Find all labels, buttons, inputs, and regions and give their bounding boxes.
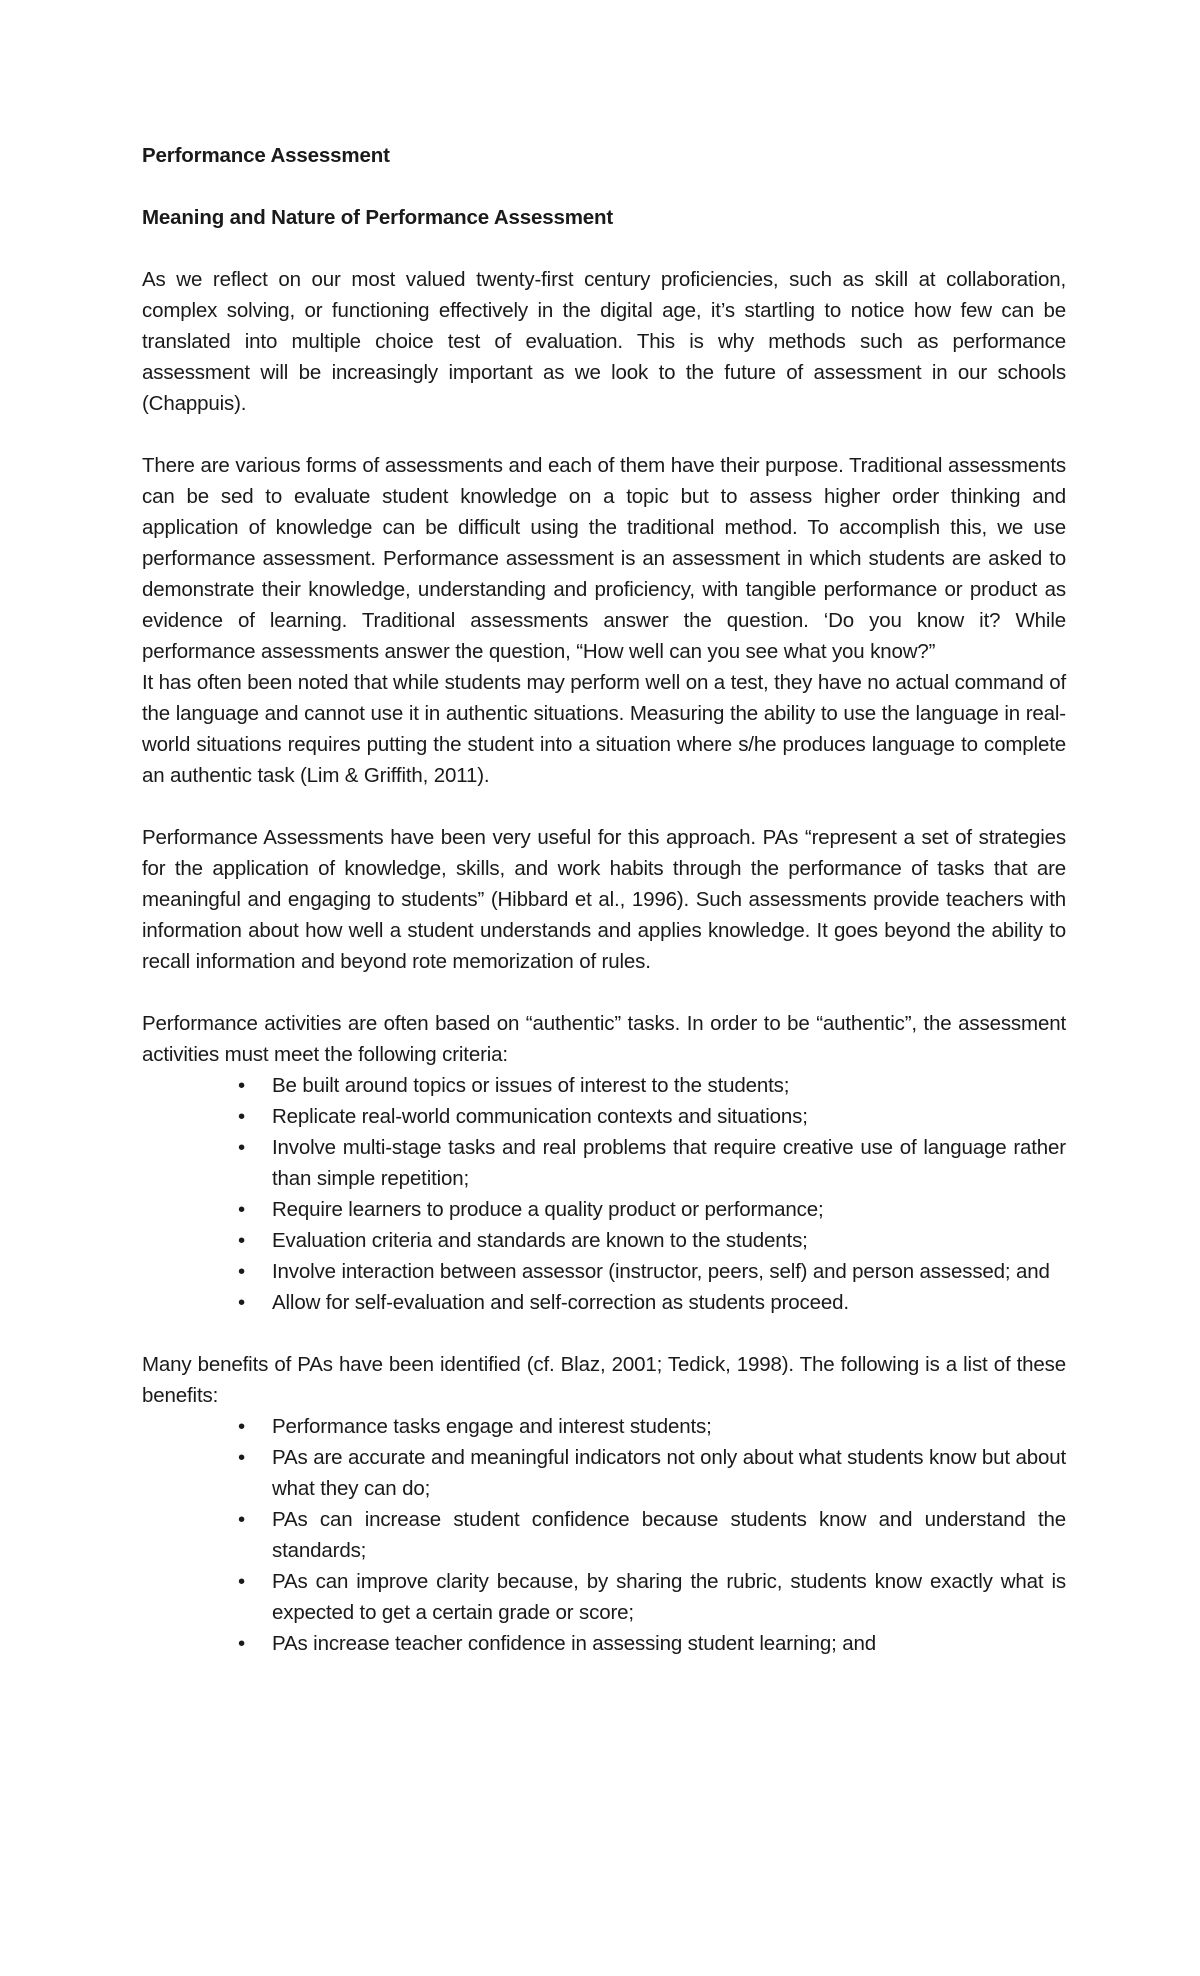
list-item: • PAs increase teacher confidence in assessing student learning; and [272,1628,1066,1659]
list-item: • PAs are accurate and meaningful indicators not only about what students know but about what they can do; [272,1442,1066,1504]
criteria-list [142,1070,1066,1318]
list-item: • Evaluation criteria and standards are known to the students; [272,1225,1066,1256]
list-item: • PAs can increase student confidence because students know and understand the standards; [272,1504,1066,1566]
list-item: • Be built around topics or issues of interest to the students; [272,1070,1066,1101]
paragraph-forms-of-assessment: There are various forms of assessments and each of them have their purpose. Traditional assessments can be sed to evaluate student knowledge on a topic but to assess higher order thinking and application of knowledge can be difficult using the traditional method. To accomplish this, we use performance assessment. Performance assessment is an assessment in which students are asked to demonstrate their knowledge, understanding and proficiency, with tangible performance or product as evidence of learning. Traditional assessments answer the question. ‘Do you know it? While performance assessments answer the question, “How well can you see what you know?” [142,454,1066,663]
document-title: Performance Assessment [142,144,390,167]
paragraph-language-command: It has often been noted that while students may perform well on a test, they have no actual command of the language and cannot use it in authentic situations. Measuring the ability to use the language in real-world situations requires putting the student into a situation where s/he produces language to complete an authentic task (Lim & Griffith, 2011). [142,671,1066,787]
paragraph-performance-assessments: Performance Assessments have been very useful for this approach. PAs “represent a set of strategies for the application of knowledge, skills, and work habits through the performance of tasks that are meaningful and engaging to students” (Hibbard et al., 1996). Such assessments provide teachers with information about how well a student understands and applies knowledge. It goes beyond the ability to recall information and beyond rote memorization of rules. [142,826,1066,973]
document-body [142,140,1066,1690]
paragraph-intro: As we reflect on our most valued twenty-first century proficiencies, such as skill at collaboration, complex solving, or functioning effectively in the digital age, it’s startling to notice how few can be translated into multiple choice test of evaluation. This is why methods such as performance assessment will be increasingly important as we look to the future of assessment in our schools (Chappuis). [142,268,1066,415]
benefits-list [142,1411,1066,1659]
list-item: • PAs can improve clarity because, by sharing the rubric, students know exactly what is expected to get a certain grade or score; [272,1566,1066,1628]
paragraph-authentic-tasks: Performance activities are often based on “authentic” tasks. In order to be “authentic”, the assessment activities must meet the following criteria: [142,1012,1066,1066]
list-item: • Allow for self-evaluation and self-correction as students proceed. [272,1287,1066,1318]
list-item: • Require learners to produce a quality product or performance; [272,1194,1066,1225]
paragraph-benefits-intro: Many benefits of PAs have been identified (cf. Blaz, 2001; Tedick, 1998). The following is a list of these benefits: [142,1353,1066,1407]
list-item: • Involve interaction between assessor (instructor, peers, self) and person assessed; and [272,1256,1066,1287]
list-item: • Involve multi-stage tasks and real problems that require creative use of language rather than simple repetition; [272,1132,1066,1194]
list-item: • Performance tasks engage and interest students; [272,1411,1066,1442]
section-heading: Meaning and Nature of Performance Assessment [142,206,614,229]
list-item: • Replicate real-world communication contexts and situations; [272,1101,1066,1132]
